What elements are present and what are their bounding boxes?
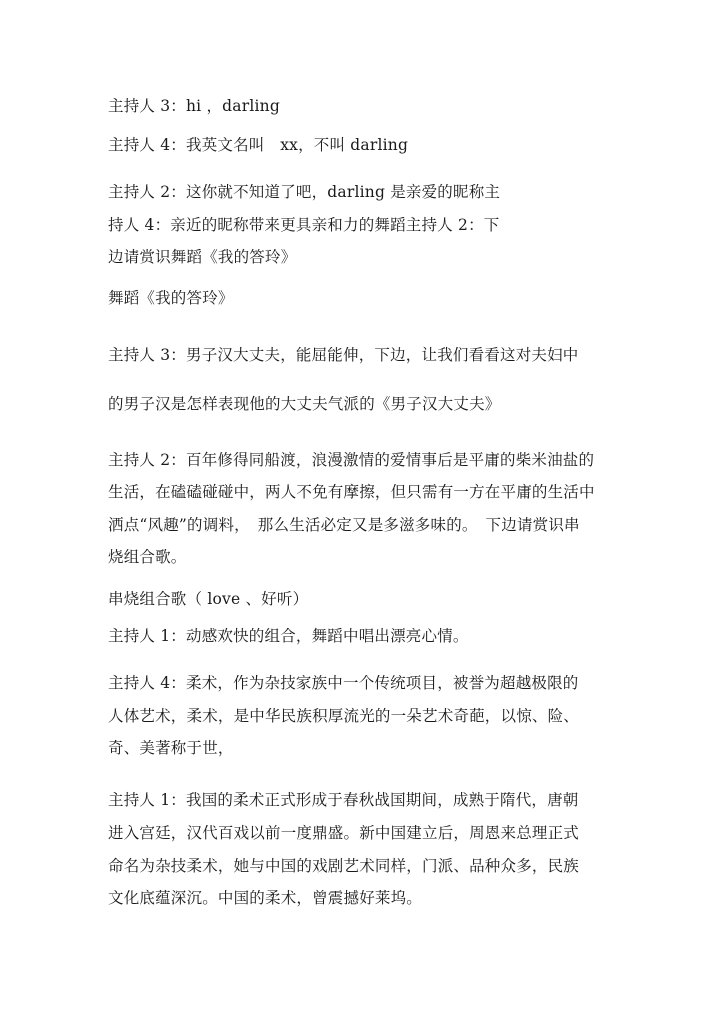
text-line: 边请赏识舞蹈《我的答玲》: [108, 248, 297, 266]
text-line: 舞蹈《我的答玲》: [108, 289, 234, 307]
text-line: 主持人 2：这你就不知道了吧，darling 是亲爱的昵称主: [108, 183, 501, 201]
text-line: 命名为杂技柔术，她与中国的戏剧艺术同样，门派、品种众多，民族: [108, 857, 580, 875]
text-line: 主持人 1：动感欢快的组合，舞蹈中唱出漂亮心情。: [108, 627, 469, 645]
text-line: 主持人 4：柔术，作为杂技家族中一个传统项目，被誉为超越极限的: [108, 674, 579, 692]
text-line: 主持人 2：百年修得同船渡，浪漫激情的爱情事后是平庸的柴米油盐的: [108, 451, 595, 469]
text-line: 的男子汉是怎样表现他的大丈夫气派的《男子汉大丈夫》: [108, 395, 501, 413]
text-line: 文化底蕴深沉。中国的柔术，曾震撼好莱坞。: [108, 889, 423, 907]
text-line: 串烧组合歌（ love 、好听）: [108, 590, 309, 608]
text-line: 人体艺术，柔术，是中华民族积厚流光的一朵艺术奇葩，以惊、险、: [108, 707, 580, 725]
text-line: 主持人 4：我英文名叫 xx，不叫 darling: [108, 136, 409, 154]
text-line: 主持人 3：hi ，darling: [108, 97, 280, 115]
text-line: 洒点“风趣”的调料， 那么生活必定又是多滋多味的。 下边请赏识串: [108, 516, 580, 534]
text-line: 烧组合歌。: [108, 548, 187, 566]
text-line: 持人 4：亲近的昵称带来更具亲和力的舞蹈主持人 2：下: [108, 216, 500, 234]
text-line: 生活，在磕磕碰碰中，两人不免有摩擦，但只需有一方在平庸的生活中: [108, 483, 595, 501]
text-line: 主持人 3：男子汉大丈夫，能屈能伸，下边，让我们看看这对夫妇中: [108, 346, 579, 364]
text-line: 主持人 1：我国的柔术正式形成于春秋战国期间，成熟于隋代，唐朝: [108, 791, 579, 809]
text-line: 奇、美著称于世，: [108, 739, 234, 757]
text-line: 进入宫廷，汉代百戏以前一度鼎盛。新中国建立后，周恩来总理正式: [108, 824, 580, 842]
